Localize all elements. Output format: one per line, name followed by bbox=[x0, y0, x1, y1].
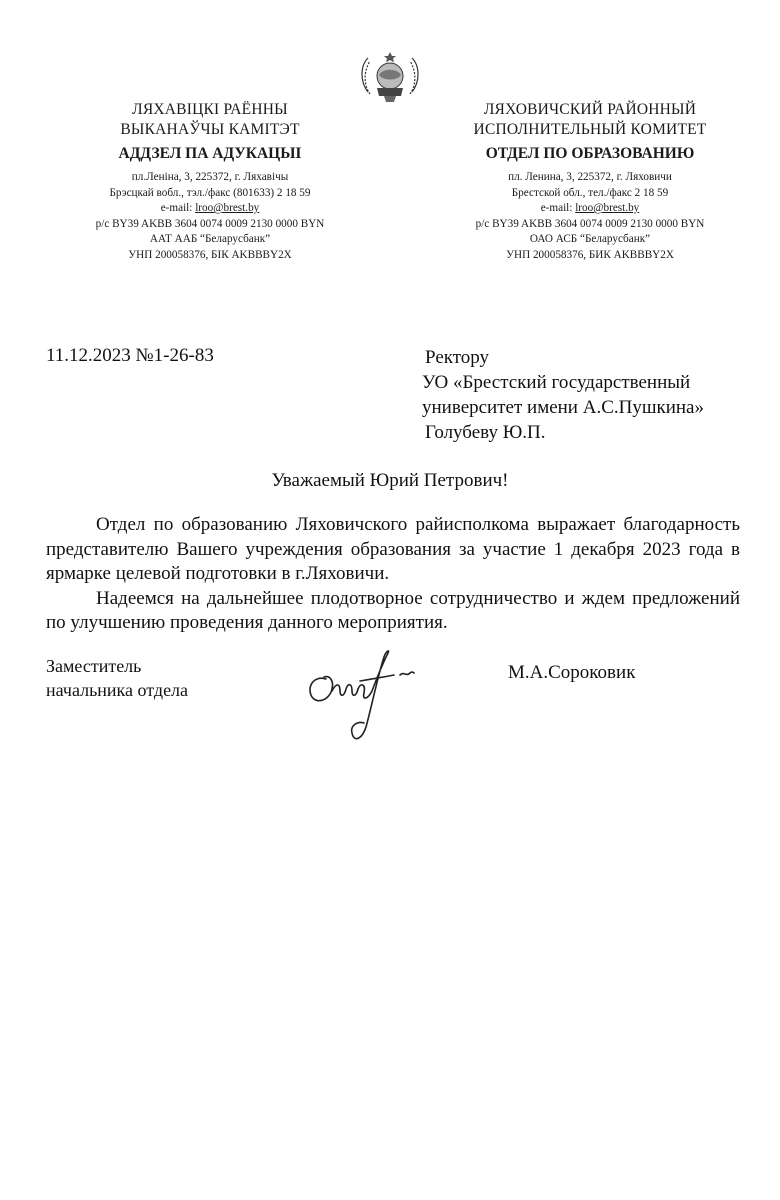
signatory-role-line1: Заместитель bbox=[46, 656, 142, 676]
addressee-block bbox=[422, 345, 704, 445]
greeting: Уважаемый Юрий Петрович! bbox=[271, 470, 509, 491]
header-left-block bbox=[60, 100, 360, 263]
addressee-line2: УО «Брестский государственный bbox=[422, 372, 691, 393]
header-right-unp: УНП 200058376, БИК AKBBBY2X bbox=[506, 248, 674, 261]
header-left-department: АДДЗЕЛ ПА АДУКАЦЫІ bbox=[118, 145, 302, 162]
header-right-line2: ИСПОЛНИТЕЛЬНЫЙ КОМИТЕТ bbox=[473, 121, 707, 138]
header-left-region-phone: Брэсцкай вобл., тэл./факс (801633) 2 18 59 bbox=[109, 186, 311, 199]
header-right-email-label: e-mail: bbox=[540, 202, 573, 214]
signatory-name: М.А.Сороковик bbox=[508, 662, 636, 683]
header-right-bank: ОАО АСБ “Беларусбанк” bbox=[529, 233, 651, 245]
header-left-address: пл.Леніна, 3, 225372, г. Ляхавічы bbox=[131, 171, 289, 183]
body-paragraph-1: Отдел по образованию Ляховичского райисполкома выражает благодарность представителю Вашего учреждения образования за участие 1 декабря 2023 года в ярмарке целевой подготовки в г.Ляховичи. bbox=[46, 514, 740, 584]
header-right-line1: ЛЯХОВИЧСКИЙ РАЙОННЫЙ bbox=[483, 101, 697, 118]
state-emblem-icon bbox=[356, 48, 424, 106]
header-left-email-line bbox=[60, 201, 360, 217]
addressee-line1: Ректору bbox=[425, 347, 490, 368]
header-left-account: р/с BY39 AKBB 3604 0074 0009 2130 0000 BYN bbox=[95, 217, 325, 230]
addressee-line3: университет имени А.С.Пушкина» bbox=[422, 397, 704, 418]
header-right-email-line bbox=[430, 201, 750, 217]
addressee-line4: Голубеву Ю.П. bbox=[425, 422, 546, 443]
header-left-email-link[interactable]: lroo@brest.by bbox=[195, 202, 260, 214]
header-left-bank: ААТ ААБ “Беларусбанк” bbox=[149, 233, 271, 245]
header-right-address: пл. Ленина, 3, 225372, г. Ляховичи bbox=[508, 171, 672, 183]
header-left-email-label: e-mail: bbox=[160, 202, 193, 214]
header-right-department: ОТДЕЛ ПО ОБРАЗОВАНИЮ bbox=[485, 145, 695, 162]
signatory-role bbox=[46, 654, 188, 702]
signatory-role-line2: начальника отдела bbox=[46, 680, 189, 700]
header-right-region-phone: Брестской обл., тел./факс 2 18 59 bbox=[511, 186, 669, 199]
header-left-line2: ВЫКАНАЎЧЫ КАМІТЭТ bbox=[120, 121, 300, 138]
header-left-line1: ЛЯХАВІЦКІ РАЁННЫ bbox=[132, 101, 288, 118]
document-date-number: 11.12.2023 №1-26-83 bbox=[46, 345, 214, 366]
header-right-email-link[interactable]: lroo@brest.by bbox=[575, 202, 640, 214]
header-left-unp: УНП 200058376, БІК AKBBBY2X bbox=[128, 248, 292, 261]
header-right-block bbox=[430, 100, 750, 263]
letter-body bbox=[46, 513, 740, 636]
body-paragraph-2: Надеемся на дальнейшее плодотворное сотрудничество и ждем предложений по улучшению проведения данного мероприятия. bbox=[46, 587, 740, 633]
header-right-account: р/с BY39 AKBB 3604 0074 0009 2130 0000 BYN bbox=[475, 217, 705, 230]
handwritten-signature bbox=[296, 635, 436, 755]
